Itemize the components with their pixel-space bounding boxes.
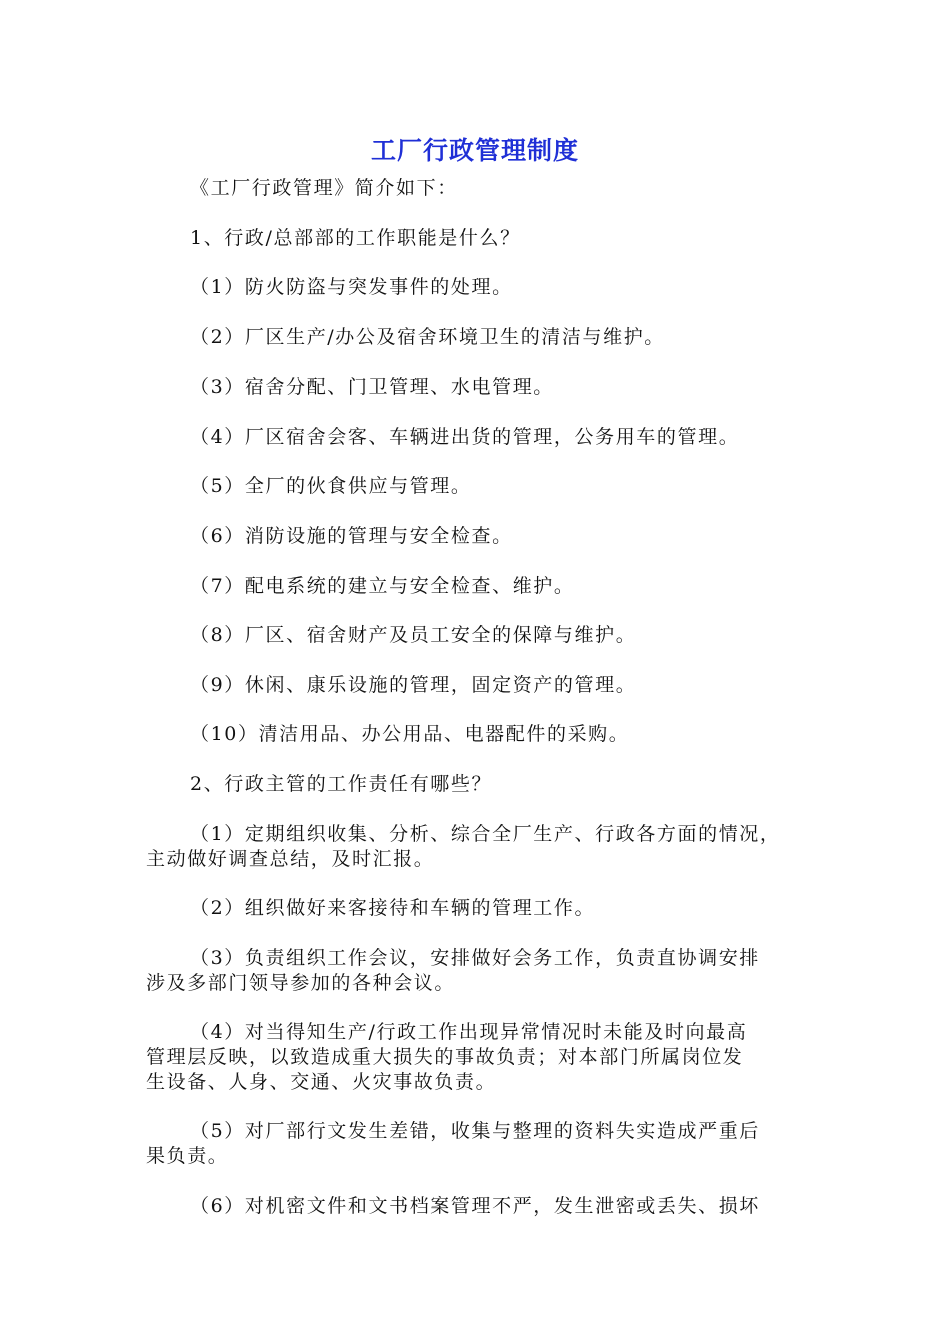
item-line: 涉及多部门领导参加的各种会议。 <box>146 972 456 994</box>
section1-item: （4）厂区宿舍会客、车辆进出货的管理，公务用车的管理。 <box>190 426 740 448</box>
section1-item: （9）休闲、康乐设施的管理，固定资产的管理。 <box>190 674 637 696</box>
section2-heading: 2、行政主管的工作责任有哪些？ <box>190 773 493 795</box>
section1-item: （6）消防设施的管理与安全检查。 <box>190 525 513 547</box>
item-line: 主动做好调查总结，及时汇报。 <box>146 848 435 870</box>
section1-item: （2）厂区生产/办公及宿舍环境卫生的清洁与维护。 <box>190 326 665 348</box>
item-line: 果负责。 <box>146 1145 229 1167</box>
item-line: （3）负责组织工作会议，安排做好会务工作，负责直协调安排 <box>190 947 760 969</box>
section1-item: （3）宿舍分配、门卫管理、水电管理。 <box>190 376 554 398</box>
intro-line: 《工厂行政管理》简介如下： <box>190 177 458 199</box>
item-line: （1）定期组织收集、分析、综合全厂生产、行政各方面的情况， <box>190 823 781 845</box>
document-title: 工厂行政管理制度 <box>370 136 579 165</box>
item-line: 生设备、人身、交通、火灾事故负责。 <box>146 1071 497 1093</box>
item-line: （6）对机密文件和文书档案管理不严，发生泄密或丢失、损坏 <box>190 1195 760 1217</box>
item-line: （5）对厂部行文发生差错，收集与整理的资料失实造成严重后 <box>190 1120 760 1142</box>
section1-item: （7）配电系统的建立与安全检查、维护。 <box>190 575 575 597</box>
section1-item: （1）防火防盗与突发事件的处理。 <box>190 276 513 298</box>
item-line: 管理层反映，以致造成重大损失的事故负责；对本部门所属岗位发 <box>146 1046 744 1068</box>
section1-item: （8）厂区、宿舍财产及员工安全的保障与维护。 <box>190 624 637 646</box>
item-line: （2）组织做好来客接待和车辆的管理工作。 <box>190 897 596 919</box>
section1-heading: 1、行政/总部部的工作职能是什么？ <box>190 227 521 249</box>
item-line: （4）对当得知生产/行政工作出现异常情况时未能及时向最高 <box>190 1021 748 1043</box>
section1-item: （5）全厂的伙食供应与管理。 <box>190 475 472 497</box>
section1-item: （10）清洁用品、办公用品、电器配件的采购。 <box>190 723 630 745</box>
